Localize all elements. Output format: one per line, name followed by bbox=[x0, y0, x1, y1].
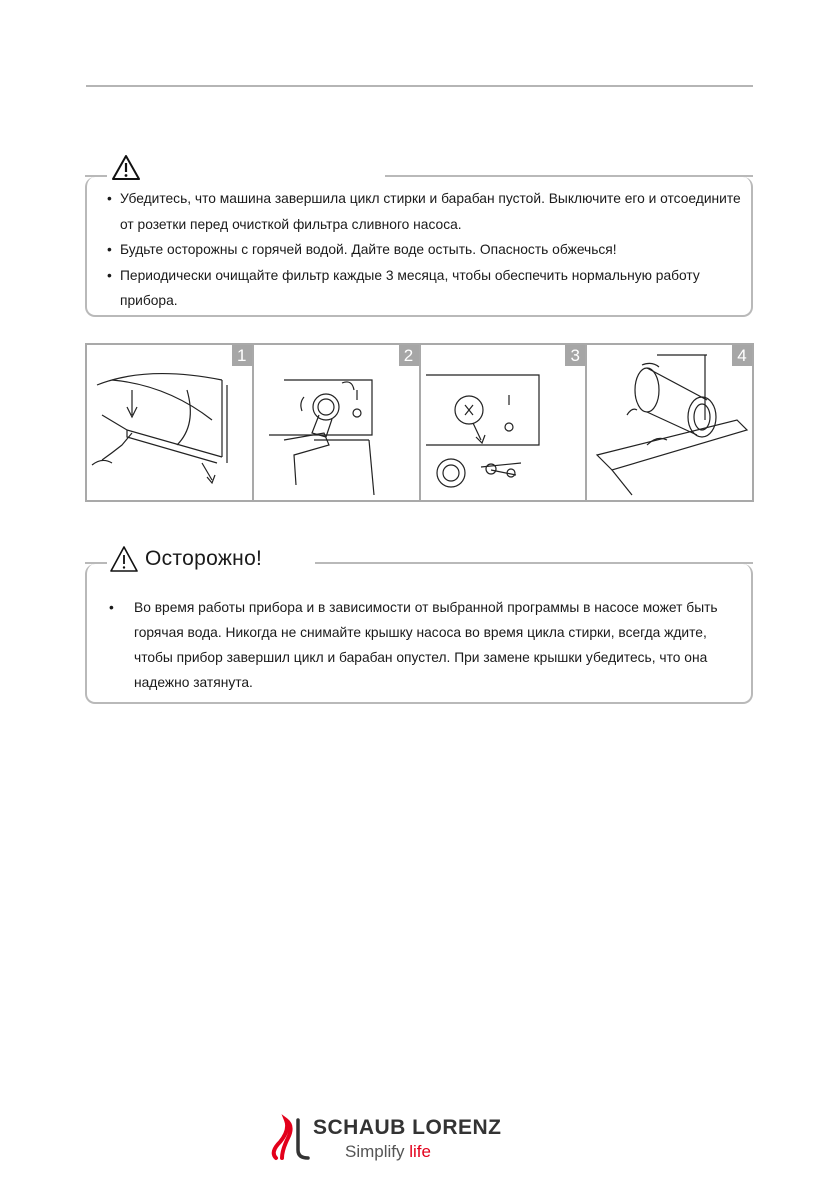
unscrew-filter-illustration bbox=[254, 345, 419, 500]
logo-swoosh-icon bbox=[268, 1112, 312, 1162]
step-panel-1 bbox=[87, 345, 254, 500]
list-item: • Будьте осторожны с горячей водой. Дайте воде остыть. Опасность обжечься! bbox=[105, 237, 755, 263]
schaub-lorenz-logo bbox=[268, 1112, 538, 1168]
open-service-flap-illustration bbox=[87, 345, 252, 500]
caution-title: Осторожно! bbox=[145, 547, 263, 570]
step-number-badge: 2 bbox=[399, 345, 419, 366]
reinsert-filter-illustration bbox=[587, 345, 752, 500]
step-panel-3 bbox=[421, 345, 588, 500]
remove-filter-and-debris-illustration bbox=[421, 345, 586, 500]
caution-box bbox=[85, 564, 753, 704]
step-number-badge: 1 bbox=[232, 345, 252, 366]
steps-illustration-strip bbox=[85, 343, 754, 502]
step-number-badge: 4 bbox=[732, 345, 752, 366]
warning-box bbox=[85, 177, 753, 317]
logo-brand: SCHAUB LORENZ bbox=[313, 1116, 502, 1139]
step-panel-2 bbox=[254, 345, 421, 500]
caution-text: • Во время работы прибора и в зависимости от выбранной программы в насосе может быть горячая вода. Никогда не снимайте крышку насоса во время цикла стирки, всегда ждите, чтобы прибор завершил цикл и барабан опустел. При замене крышки убедитесь, что она надежно затянута. bbox=[109, 595, 749, 695]
step-number-badge: 3 bbox=[565, 345, 585, 366]
list-item: • Убедитесь, что машина завершила цикл стирки и барабан пустой. Выключите его и отсоедините от розетки перед очисткой фильтра сливного насоса. bbox=[105, 186, 755, 237]
list-item: • Периодически очищайте фильтр каждые 3 месяца, чтобы обеспечить нормальную работу прибора. bbox=[105, 263, 755, 314]
top-rule bbox=[86, 85, 753, 87]
warning-list bbox=[105, 186, 755, 314]
logo-tagline: Simplify life bbox=[345, 1142, 431, 1161]
step-panel-4 bbox=[587, 345, 752, 500]
